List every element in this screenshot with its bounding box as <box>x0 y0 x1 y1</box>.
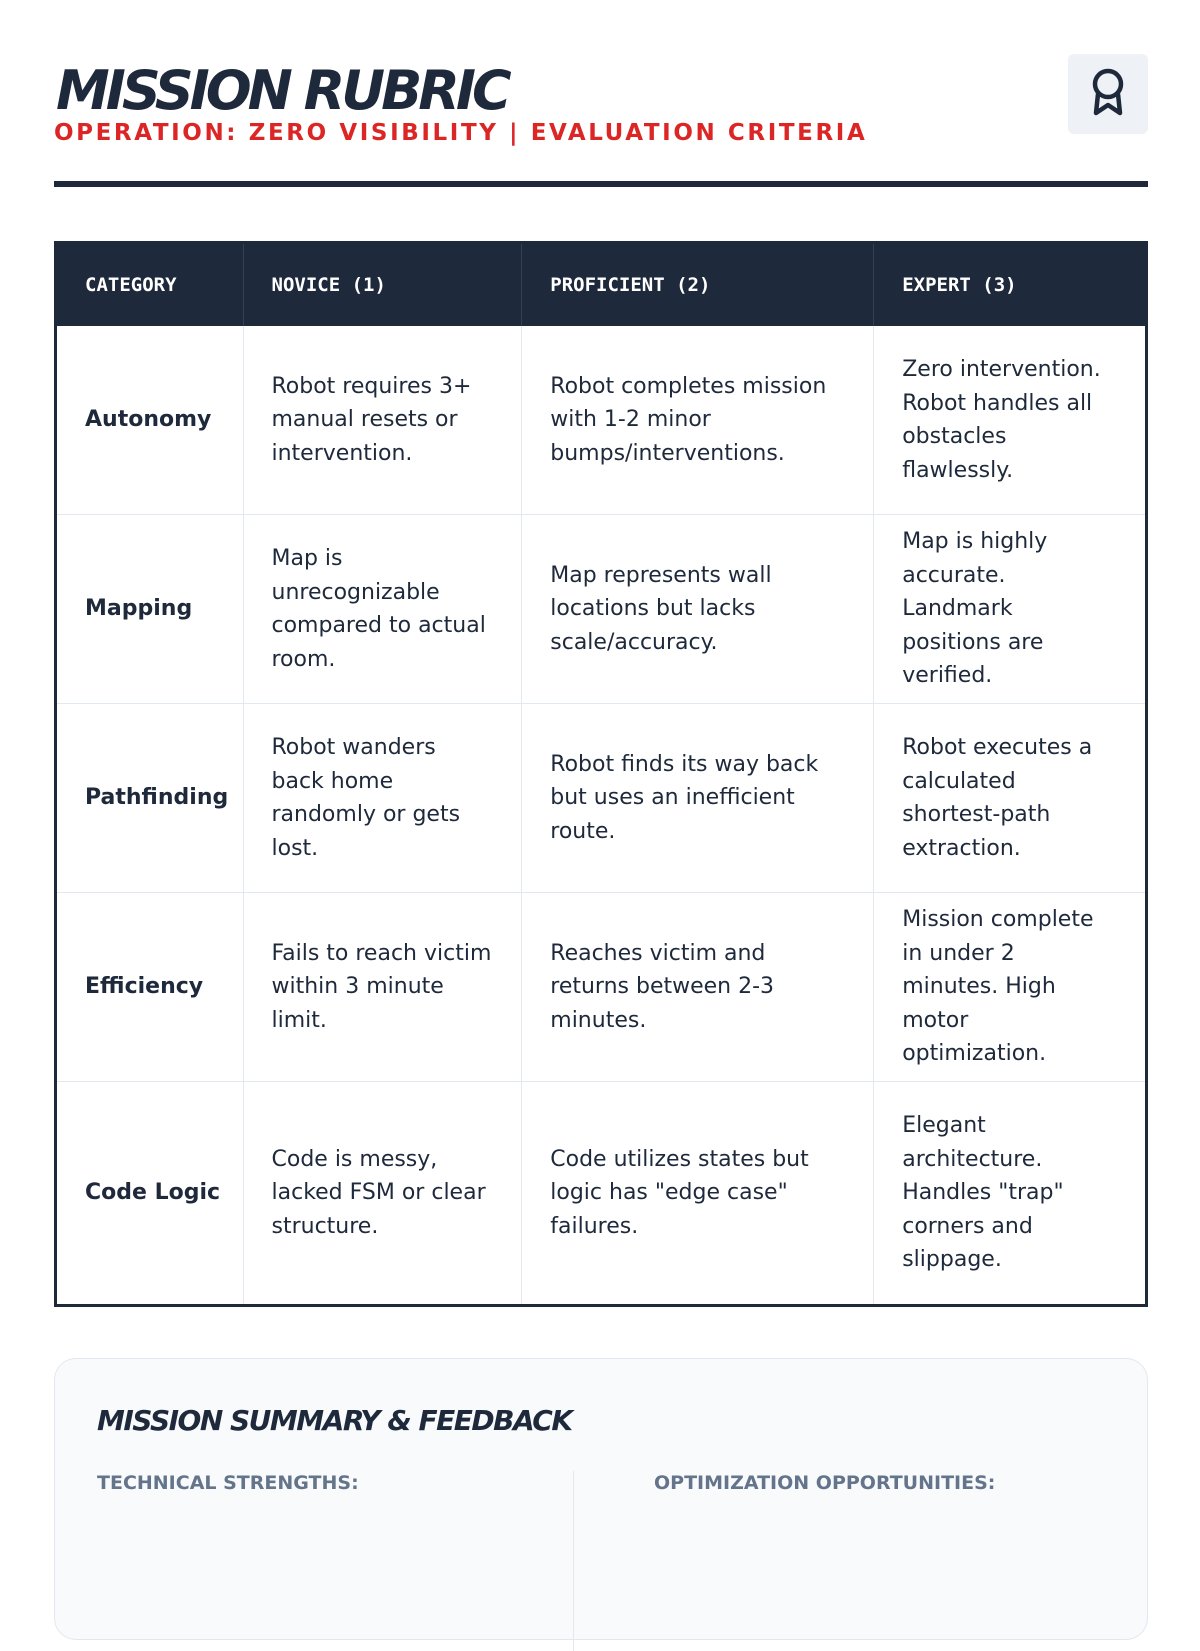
table-row <box>56 326 1147 515</box>
header-divider <box>54 181 1148 187</box>
optimization-opportunities-label: OPTIMIZATION OPPORTUNITIES: <box>654 1472 996 1494</box>
expert-cell: Robot executes a calculated shortest-path extraction. <box>874 704 1147 893</box>
badge-box <box>1068 54 1148 134</box>
column-header-category: CATEGORY <box>56 243 244 327</box>
proficient-cell: Code utilizes states but logic has "edge case" failures. <box>522 1082 874 1306</box>
summary-title: MISSION SUMMARY & FEEDBACK <box>97 1404 572 1437</box>
column-header-expert: EXPERT (3) <box>874 243 1147 327</box>
novice-cell: Robot requires 3+ manual resets or intervention. <box>243 326 522 515</box>
table-row <box>56 1082 1147 1306</box>
category-cell: Mapping <box>56 515 244 704</box>
table-row <box>56 515 1147 704</box>
expert-cell: Zero intervention. Robot handles all obstacles flawlessly. <box>874 326 1147 515</box>
proficient-cell: Map represents wall locations but lacks scale/accuracy. <box>522 515 874 704</box>
novice-cell: Map is unrecognizable compared to actual room. <box>243 515 522 704</box>
category-cell: Efficiency <box>56 893 244 1082</box>
column-header-proficient: PROFICIENT (2) <box>522 243 874 327</box>
novice-cell: Robot wanders back home randomly or gets lost. <box>243 704 522 893</box>
page-subtitle: OPERATION: ZERO VISIBILITY | EVALUATION CRITERIA <box>54 120 868 146</box>
expert-cell: Mission complete in under 2 minutes. High motor optimization. <box>874 893 1147 1082</box>
novice-cell: Fails to reach victim within 3 minute limit. <box>243 893 522 1082</box>
category-cell: Code Logic <box>56 1082 244 1306</box>
proficient-cell: Robot finds its way back but uses an inefficient route. <box>522 704 874 893</box>
technical-strengths-label: TECHNICAL STRENGTHS: <box>97 1472 359 1494</box>
column-header-novice: NOVICE (1) <box>243 243 522 327</box>
table-row <box>56 704 1147 893</box>
rubric-table <box>54 241 1148 1307</box>
award-ribbon-icon <box>1088 66 1128 123</box>
expert-cell: Map is highly accurate. Landmark positions are verified. <box>874 515 1147 704</box>
category-cell: Pathfinding <box>56 704 244 893</box>
table-row <box>56 893 1147 1082</box>
category-cell: Autonomy <box>56 326 244 515</box>
novice-cell: Code is messy, lacked FSM or clear structure. <box>243 1082 522 1306</box>
summary-panel <box>54 1358 1148 1640</box>
summary-divider <box>573 1471 574 1651</box>
rubric-header-row <box>56 243 1147 327</box>
expert-cell: Elegant architecture. Handles "trap" corners and slippage. <box>902 1113 1064 1273</box>
proficient-cell: Robot completes mission with 1-2 minor bumps/interventions. <box>522 326 874 515</box>
proficient-cell: Reaches victim and returns between 2-3 minutes. <box>522 893 874 1082</box>
page-title: MISSION RUBRIC <box>56 59 508 122</box>
